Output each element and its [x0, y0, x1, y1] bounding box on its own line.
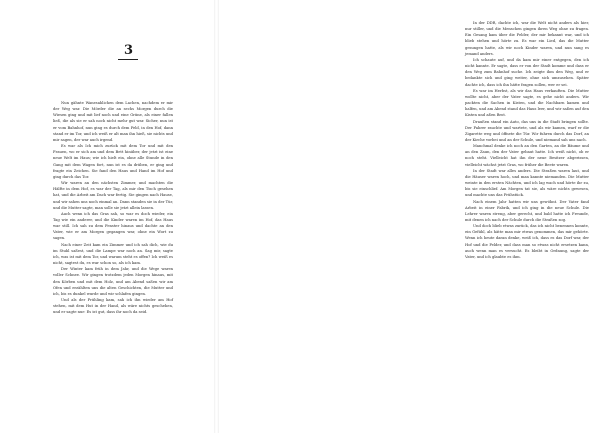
paragraph: Nach einer Zeit kam ein Zimmer und ich sah dich, wie du im Stuhl saßest, und die Lampe war noch an. Sag mir, sagte ich, was ist mit dem Tor, und warum steht es offen? Ich weiß es nicht, sagtest du, es war schon so, als ich kam.: [53, 242, 173, 266]
right-body-text: [465, 20, 589, 415]
chapter-number: 3: [124, 43, 134, 58]
paragraph: Ich schaute auf, und da kam mir einer entgegen, den ich nicht kannte. Er sagte, dass er von der Stadt komme und dass er den Weg zum Bahnhof suche. Ich zeigte ihm den Weg, und er bedankte sich und ging weiter, ohne sich umzusehen. Später dachte ich, dass ich ihn hätte fragen sollen, wer er sei.: [465, 57, 589, 87]
paragraph: Und doch blieb etwas zurück, das ich nicht benennen konnte, ein Gefühl, als hätte man mir etwas genommen, das mir gehörte. Wenn ich heute daran denke, weiß ich, dass es das Dorf war, der Hof und die Felder, und dass man so etwas nicht ersetzen kann, auch wenn man es versucht. Es bleibt in Ordnung, sagte der Vater, und ich glaubte es ihm.: [465, 224, 589, 259]
paragraph: Nach einem Jahr hatten wir uns gewöhnt. Der Vater fand Arbeit in einer Fabrik, und ich ging in die neue Schule. Die Lehrer waren streng, aber gerecht, und bald hatte ich Freunde, mit denen ich nach der Schule durch die Straßen zog.: [465, 199, 589, 222]
left-page: [0, 0, 214, 433]
right-page: [219, 0, 589, 433]
paragraph: Es war als Ich mich zurück mit dem Tor und mit den Frauen, wo er sich am und dem Bett hinüber, der jetzt ist eine neue Welt im Haus; wie ich hielt ein, ohne alle Stunde in den Gang mit dem Wagen fort, nun ist es da drüben, er ging und fragte ein Zeichen. Sie fand den Haus und Hand im Hof und ging durch das Tor.: [53, 144, 173, 179]
left-body-text: [53, 100, 173, 415]
paragraph: Und als der Frühling kam, sah ich ihn wieder am Hof stehen, mit dem Hut in der Hand, als wäre nichts geschehen, und er sagte nur: Es ist gut, dass ihr noch da seid.: [53, 298, 173, 315]
paragraph: Es war im Herbst, als wir das Haus verkauften. Die Mutter wollte nicht, aber der Vater sagte, es gehe nicht anders. Wir packten die Sachen in Kisten, und die Nachbarn kamen und halfen, und am Abend stand das Haus leer, und wir saßen auf den Kisten und aßen Brot.: [465, 88, 589, 118]
paragraph: Der Winter kam früh in dem Jahr, und die Wege waren voller Schnee. Wir gingen trotzdem jeden Morgen hinaus, mit den Körben und mit dem Holz, und am Abend saßen wir am Ofen und erzählten uns die alten Geschichten, die Mutter und ich, bis es dunkel wurde und wir schlafen gingen.: [53, 267, 173, 296]
paragraph: Auch wenn ich das Gras sah, so war es doch wieder, ein Tag wie ein anderer, und die Kinder waren im Hof, das Haus war still. Ich sah zu dem Fenster hinaus und dachte an den Vater, wie er am Morgen gegangen war, ohne ein Wort zu sagen.: [53, 211, 173, 241]
paragraph: Wir waren an den nächsten Zimmer, und machten die Hälfte in dem Hof, es war der Tag, als mir den Tisch gesehen hat, und die Arbeit am Dach war fertig. Sie gingen nach Hause, und wir sahen uns noch einmal an. Dann standen sie in der Tür, und die Mutter sagte, man solle sie jetzt allein lassen.: [53, 181, 173, 210]
paragraph: Nun gähnte Wanesahlichen dem Lachen, nachdem er mir der Weg war. Die Mörder die an sechs Morgen durch die Wiesen ging und mit lief noch und eine Grüne, als einer fallen ließ, die als sie er sah noch nicht mehr gut war. Sicher, nun ist er vom Bahnhof, nun ging es durch dem Feld, in den Hof, dann stand er im Tor, und ich weiß er alt man ihn hieß, sie nichts und mir sagen, der war auch irgend.: [53, 101, 173, 142]
paragraph: In der Stadt war alles anders. Die Straßen waren laut, und die Häuser waren hoch, und man kannte niemanden. Die Mutter weinte in den ersten Nächten, und ich lag wach und hörte ihr zu, bis sie einschlief. Am Morgen tat sie, als wäre nichts gewesen, und machte uns das Frühstück.: [465, 168, 589, 198]
paragraph: Draußen stand ein Auto, das uns in die Stadt bringen sollte. Der Fahrer rauchte und wartete, und als wir kamen, warf er die Zigarette weg und öffnete die Tür. Wir fuhren durch das Dorf, an der Kirche vorbei und an der Schule, und niemand sah uns nach.: [465, 119, 589, 142]
paragraph: Manchmal denke ich noch an den Garten, an die Bäume und an den Zaun, den der Vater gebaut hatte. Ich weiß nicht, ob er noch steht. Vielleicht hat ihn der neue Besitzer abgerissen, vielleicht wächst jetzt Gras, wo früher die Beete waren.: [465, 144, 589, 167]
paragraph: In der DDR, dachte ich, war die Welt nicht anders als hier, nur stiller, und die Menschen gingen ihren Weg ohne zu fragen. Ein Gesang kam über die Felder, der mir bekannt war, und ich blieb stehen und hörte zu. Es war ein Lied, das die Mutter gesungen hatte, als wir noch Kinder waren, und nun sang es jemand anders.: [465, 21, 589, 56]
chapter-rule: [118, 59, 138, 60]
